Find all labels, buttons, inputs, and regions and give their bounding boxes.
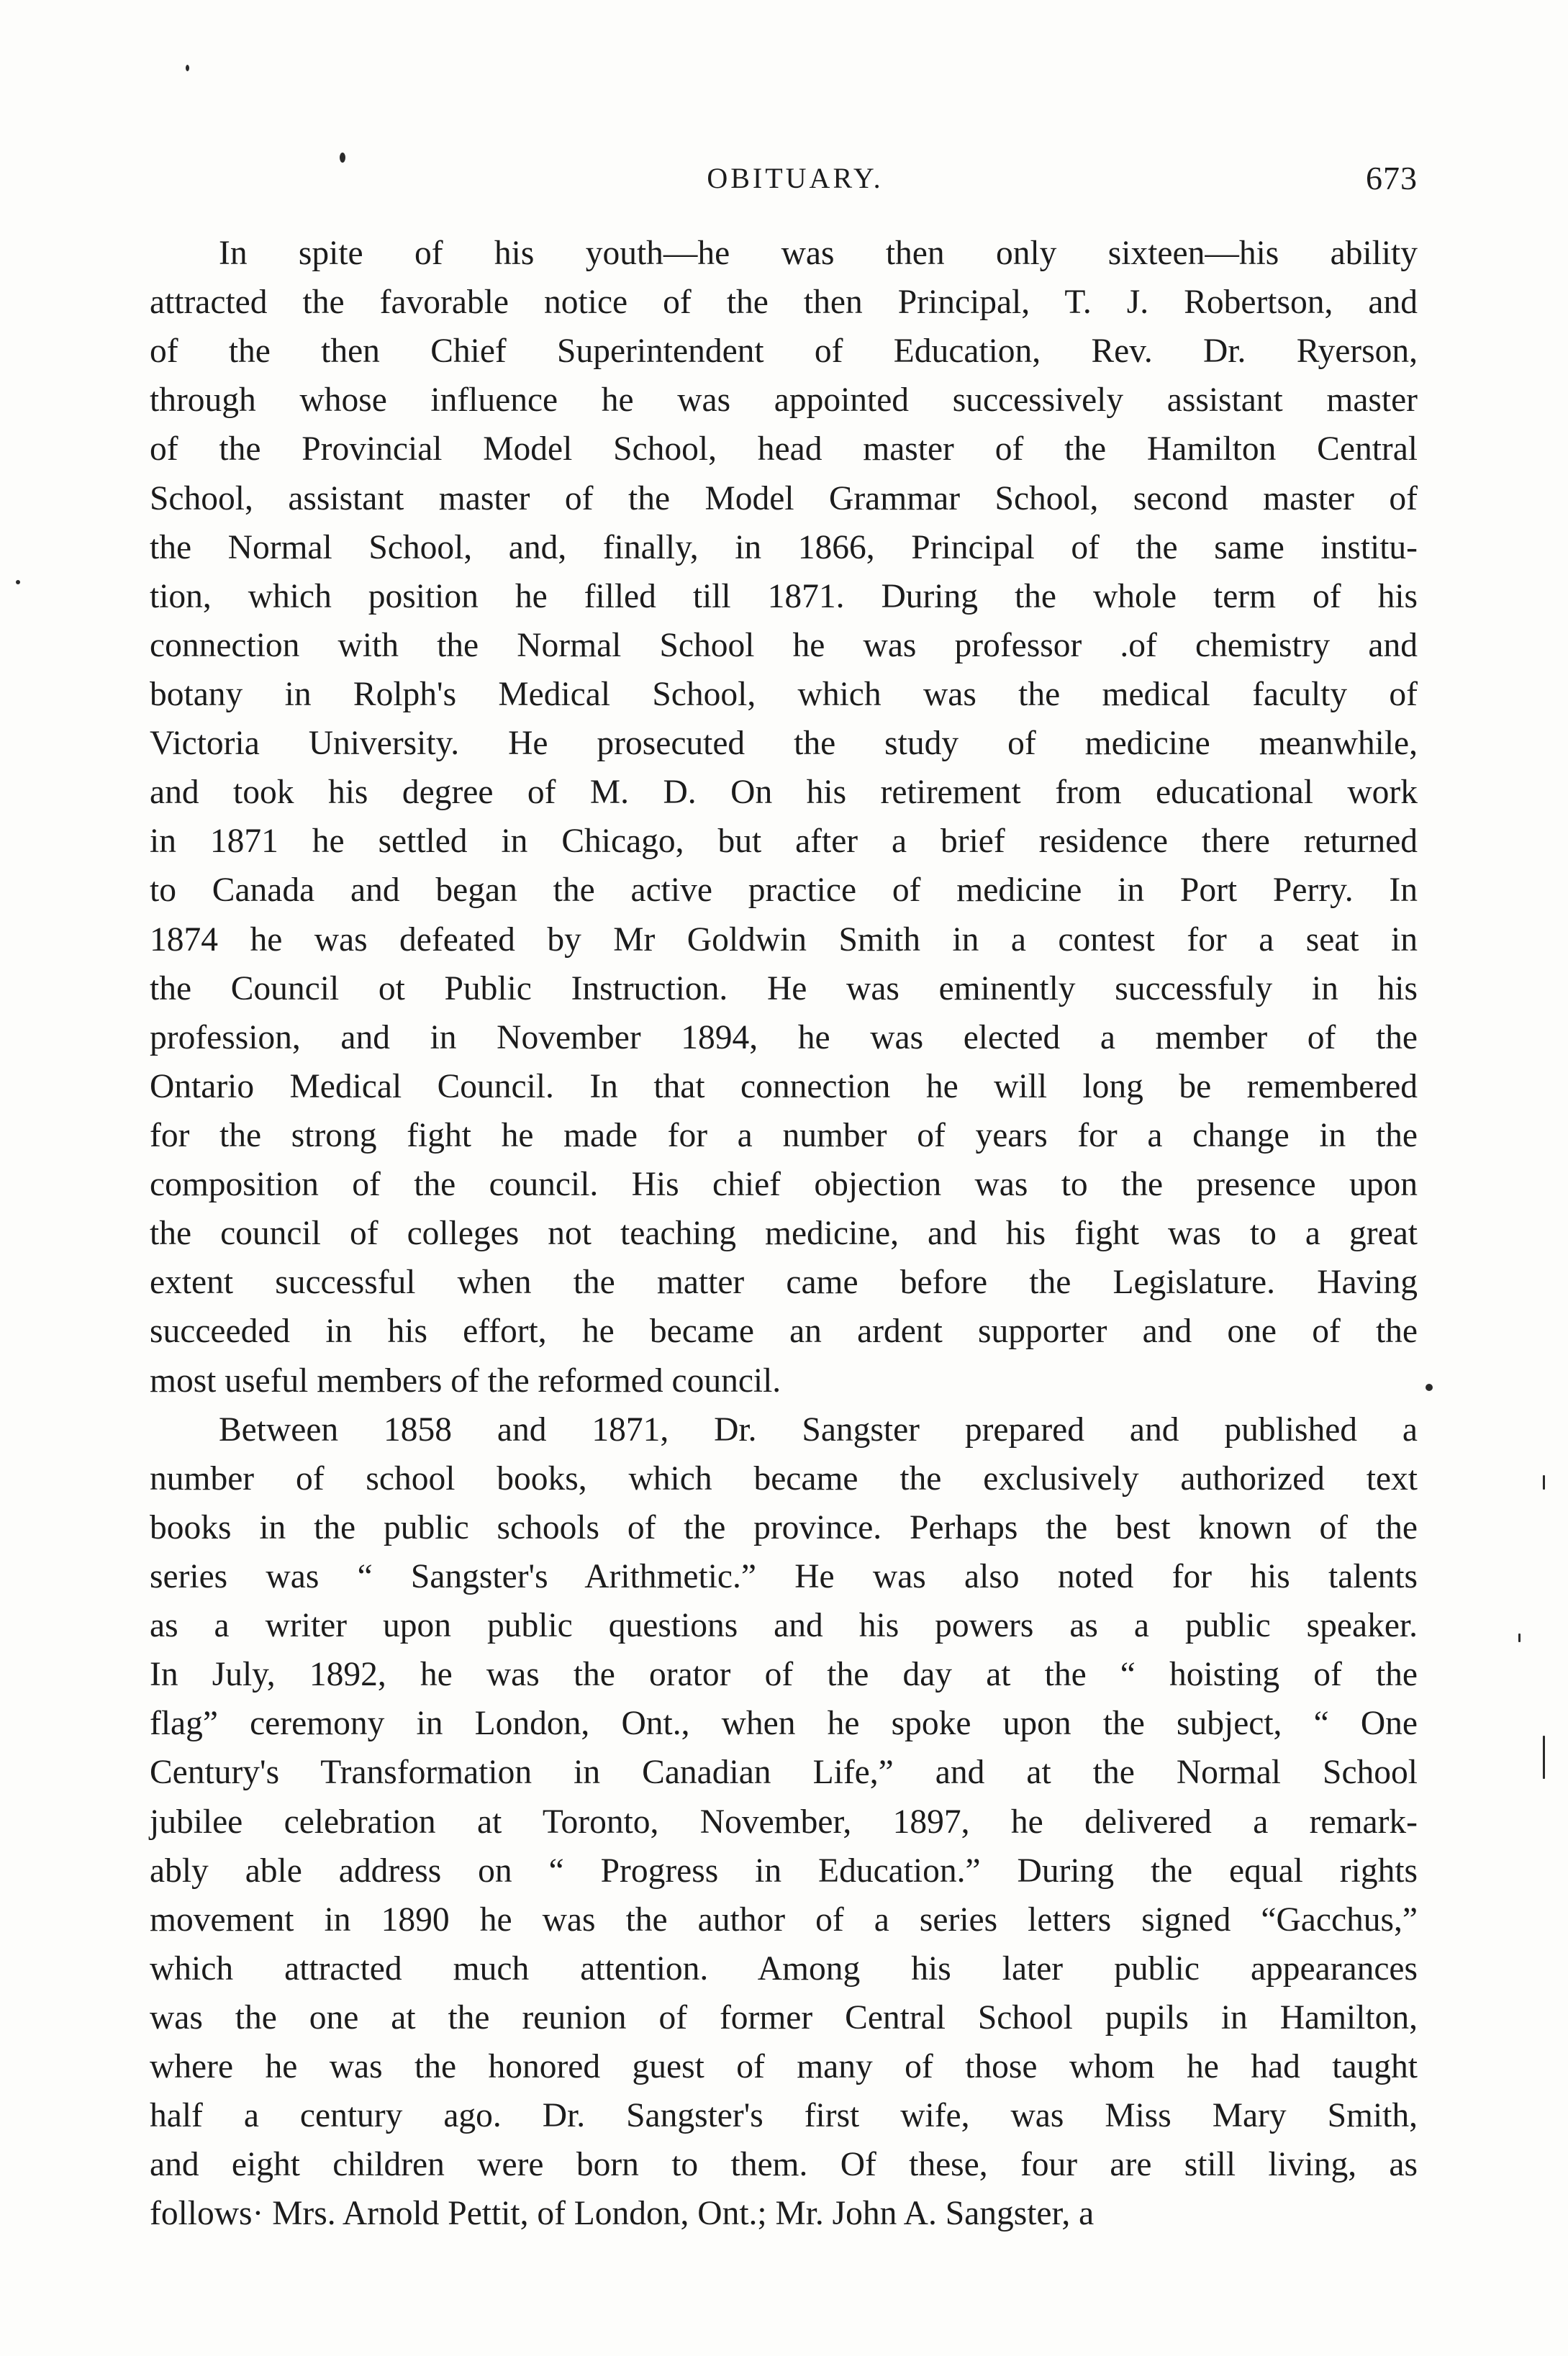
scan-speck: [186, 65, 189, 71]
paragraph: [150, 229, 1418, 1405]
text-line: the Normal School, and, finally, in 1866, Principal of the same institu-: [150, 528, 1418, 566]
text-line: follows· Mrs. Arnold Pettit, of London, Ont.; Mr. John A. Sangster, a: [150, 2195, 1095, 2233]
text-line: extent successful when the matter came before the Legislature. Having: [150, 1264, 1418, 1302]
text-line: books in the public schools of the province. Perhaps the best known of the: [150, 1508, 1418, 1546]
text-line: number of school books, which became the exclusively authorized text: [150, 1459, 1418, 1498]
paragraph: [150, 1405, 1418, 2239]
text-line: of the Provincial Model School, head master of the Hamilton Central: [150, 430, 1418, 468]
text-line: most useful members of the reformed council.: [150, 1362, 781, 1400]
scan-speck: [1543, 1475, 1545, 1490]
text-line: as a writer upon public questions and his powers as a public speaker.: [150, 1607, 1418, 1645]
scan-speck: [16, 580, 20, 584]
text-line: In spite of his youth—he was then only sixteen—his ability: [219, 235, 1418, 272]
scan-speck: [1543, 1736, 1545, 1779]
scan-speck: [1426, 1384, 1433, 1391]
text-line: through whose influence he was appointed successively assistant master: [150, 381, 1418, 420]
text-line: in 1871 he settled in Chicago, but after a brief residence there returned: [150, 823, 1418, 861]
text-line: flag” ceremony in London, Ont., when he spoke upon the subject, “ One: [150, 1705, 1418, 1743]
text-line: for the strong fight he made for a number of years for a change in the: [150, 1116, 1418, 1154]
body-text: [150, 229, 1418, 2238]
text-line: series was “ Sangster's Arithmetic.” He was also noted for his talents: [150, 1557, 1418, 1595]
running-title: OBITUARY.: [707, 162, 884, 194]
text-line: Ontario Medical Council. In that connection he will long be remembered: [150, 1067, 1418, 1105]
text-line: movement in 1890 he was the author of a series letters signed “Gacchus,”: [150, 1900, 1418, 1939]
text-line: In July, 1892, he was the orator of the day at the “ hoisting of the: [150, 1656, 1418, 1694]
text-line: was the one at the reunion of former Central School pupils in Hamilton,: [150, 1998, 1418, 2036]
text-line: and took his degree of M. D. On his retirement from educational work: [150, 774, 1418, 812]
text-line: the council of colleges not teaching medicine, and his fight was to a great: [150, 1215, 1418, 1253]
text-line: to Canada and began the active practice of medicine in Port Perry. In: [150, 871, 1418, 910]
scan-speck: [340, 153, 345, 163]
text-line: succeeded in his effort, he became an ardent supporter and one of the: [150, 1313, 1418, 1351]
text-line: composition of the council. His chief objection was to the presence upon: [150, 1166, 1418, 1204]
page-number: 673: [1366, 160, 1418, 196]
text-line: tion, which position he filled till 1871. During the whole term of his: [150, 577, 1418, 615]
text-line: where he was the honored guest of many of those whom he had taught: [150, 2048, 1418, 2086]
text-line: ably able address on “ Progress in Education.” During the equal rights: [150, 1852, 1418, 1890]
page-header: [173, 157, 1418, 207]
text-line: half a century ago. Dr. Sangster's first wife, was Miss Mary Smith,: [150, 2097, 1418, 2135]
text-line: which attracted much attention. Among his later public appearances: [150, 1949, 1418, 1988]
text-line: Victoria University. He prosecuted the study of medicine meanwhile,: [150, 725, 1418, 763]
text-line: and eight children were born to them. Of these, four are still living, as: [150, 2146, 1418, 2184]
text-line: Century's Transformation in Canadian Life,” and at the Normal School: [150, 1754, 1418, 1792]
text-line: School, assistant master of the Model Grammar School, second master of: [150, 479, 1418, 517]
text-line: the Council ot Public Instruction. He was eminently successfuly in his: [150, 969, 1418, 1007]
text-line: 1874 he was defeated by Mr Goldwin Smith in a contest for a seat in: [150, 920, 1418, 959]
text-line: Between 1858 and 1871, Dr. Sangster prepared and published a: [219, 1410, 1418, 1449]
text-line: botany in Rolph's Medical School, which was the medical faculty of: [150, 675, 1418, 713]
text-line: jubilee celebration at Toronto, November, 1897, he delivered a remark-: [150, 1803, 1418, 1841]
text-line: of the then Chief Superintendent of Education, Rev. Dr. Ryerson,: [150, 332, 1418, 371]
text-line: attracted the favorable notice of the then Principal, T. J. Robertson, and: [150, 284, 1418, 322]
scan-speck: [1518, 1634, 1521, 1642]
text-line: profession, and in November 1894, he was elected a member of the: [150, 1018, 1418, 1056]
text-line: connection with the Normal School he was professor .of chemistry and: [150, 626, 1418, 664]
